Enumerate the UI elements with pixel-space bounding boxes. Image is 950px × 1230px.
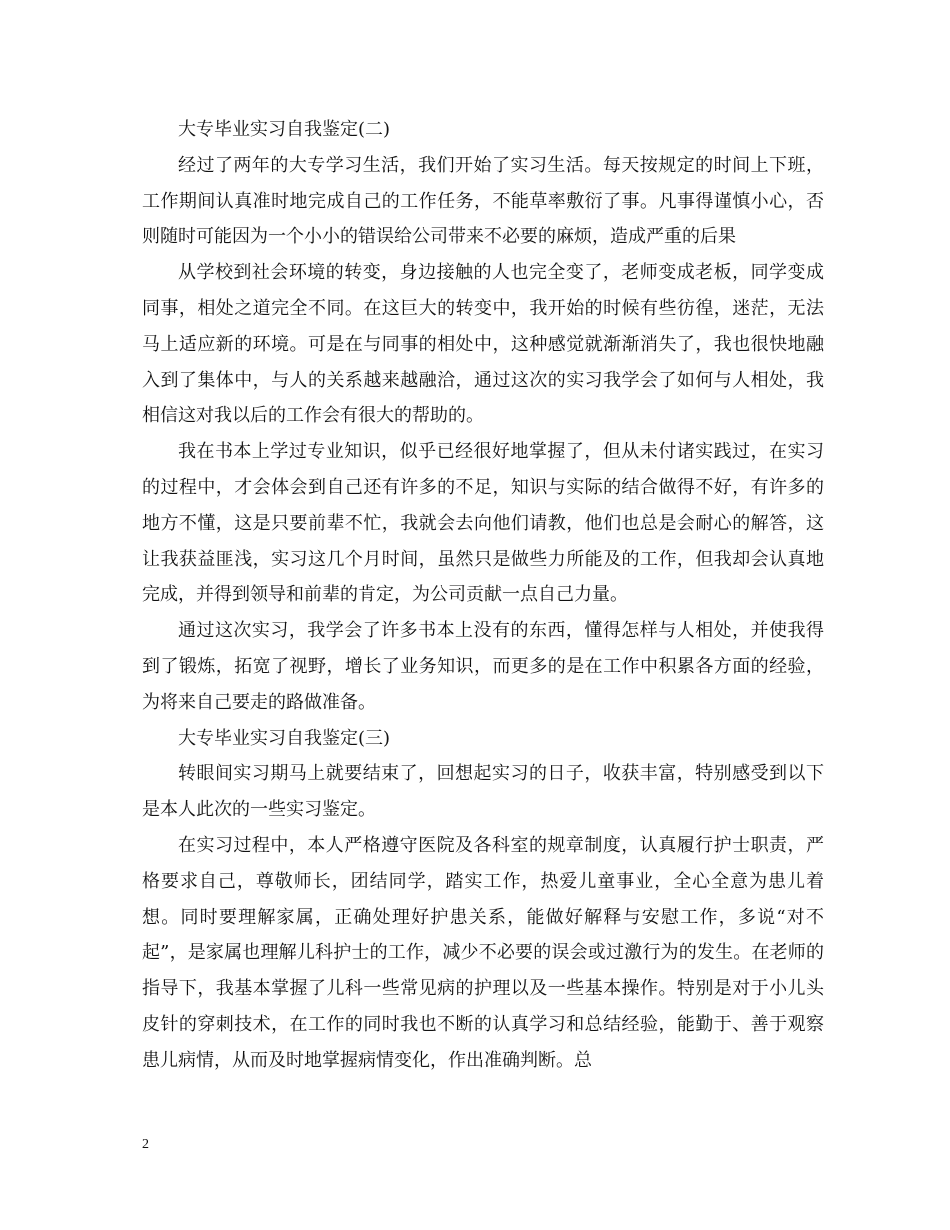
paragraph: 经过了两年的大专学习生活，我们开始了实习生活。每天按规定的时间上下班，工作期间认真准时地完成自己的工作任务，不能草率敷衍了事。凡事得谨慎小心，否则随时可能因为一个小小的错误给公司带来不必要的麻烦，造成严重的后果 <box>142 154 824 248</box>
paragraph: 我在书本上学过专业知识，似乎已经很好地掌握了，但从未付诸实践过，在实习的过程中，才会体会到自己还有许多的不足，知识与实际的结合做得不好，有许多的地方不懂，这是只要前辈不忙，我就会去向他们请教，他们也总是会耐心的解答，这让我获益匪浅，实习这几个月时间，虽然只是做些力所能及的工作，但我却会认真地完成，并得到领导和前辈的肯定，为公司贡献一点自己力量。 <box>142 441 824 606</box>
page-number: 2 <box>142 1137 149 1152</box>
paragraph: 通过这次实习，我学会了许多书本上没有的东西，懂得怎样与人相处，并使我得到了锻炼，拓宽了视野，增长了业务知识，而更多的是在工作中积累各方面的经验，为将来自己要走的路做准备。 <box>142 620 824 713</box>
section-heading: 大专毕业实习自我鉴定(三) <box>178 727 391 749</box>
paragraph: 从学校到社会环境的转变，身边接触的人也完全变了，老师变成老板，同学变成同事，相处之道完全不同。在这巨大的转变中，我开始的时候有些彷徨，迷茫，无法马上适应新的环境。可是在与同事的相处中，这种感觉就渐渐消失了，我也很快地融入到了集体中，与人的关系越来越融洽，通过这次的实习我学会了如何与人相处，我相信这对我以后的工作会有很大的帮助的。 <box>142 262 824 427</box>
document-body <box>142 112 824 1079</box>
paragraph: 在实习过程中，本人严格遵守医院及各科室的规章制度，认真履行护士职责，严格要求自己，尊敬师长，团结同学，踏实工作，热爱儿童事业，全心全意为患儿着想。同时要理解家属，正确处理好护患关系，能做好解释与安慰工作，多说“对不起”，是家属也理解儿科护士的工作，减少不必要的误会或过激行为的发生。在老师的指导下，我基本掌握了儿科一些常见病的护理以及一些基本操作。特别是对于小儿头皮针的穿刺技术，在工作的同时我也不断的认真学习和总结经验，能勤于、善于观察患儿病情，从而及时地掌握病情变化，作出准确判断。总 <box>142 834 824 1071</box>
section-heading: 大专毕业实习自我鉴定(二) <box>178 119 391 140</box>
paragraph: 转眼间实习期马上就要结束了，回想起实习的日子，收获丰富，特别感受到以下是本人此次的一些实习鉴定。 <box>142 763 824 821</box>
